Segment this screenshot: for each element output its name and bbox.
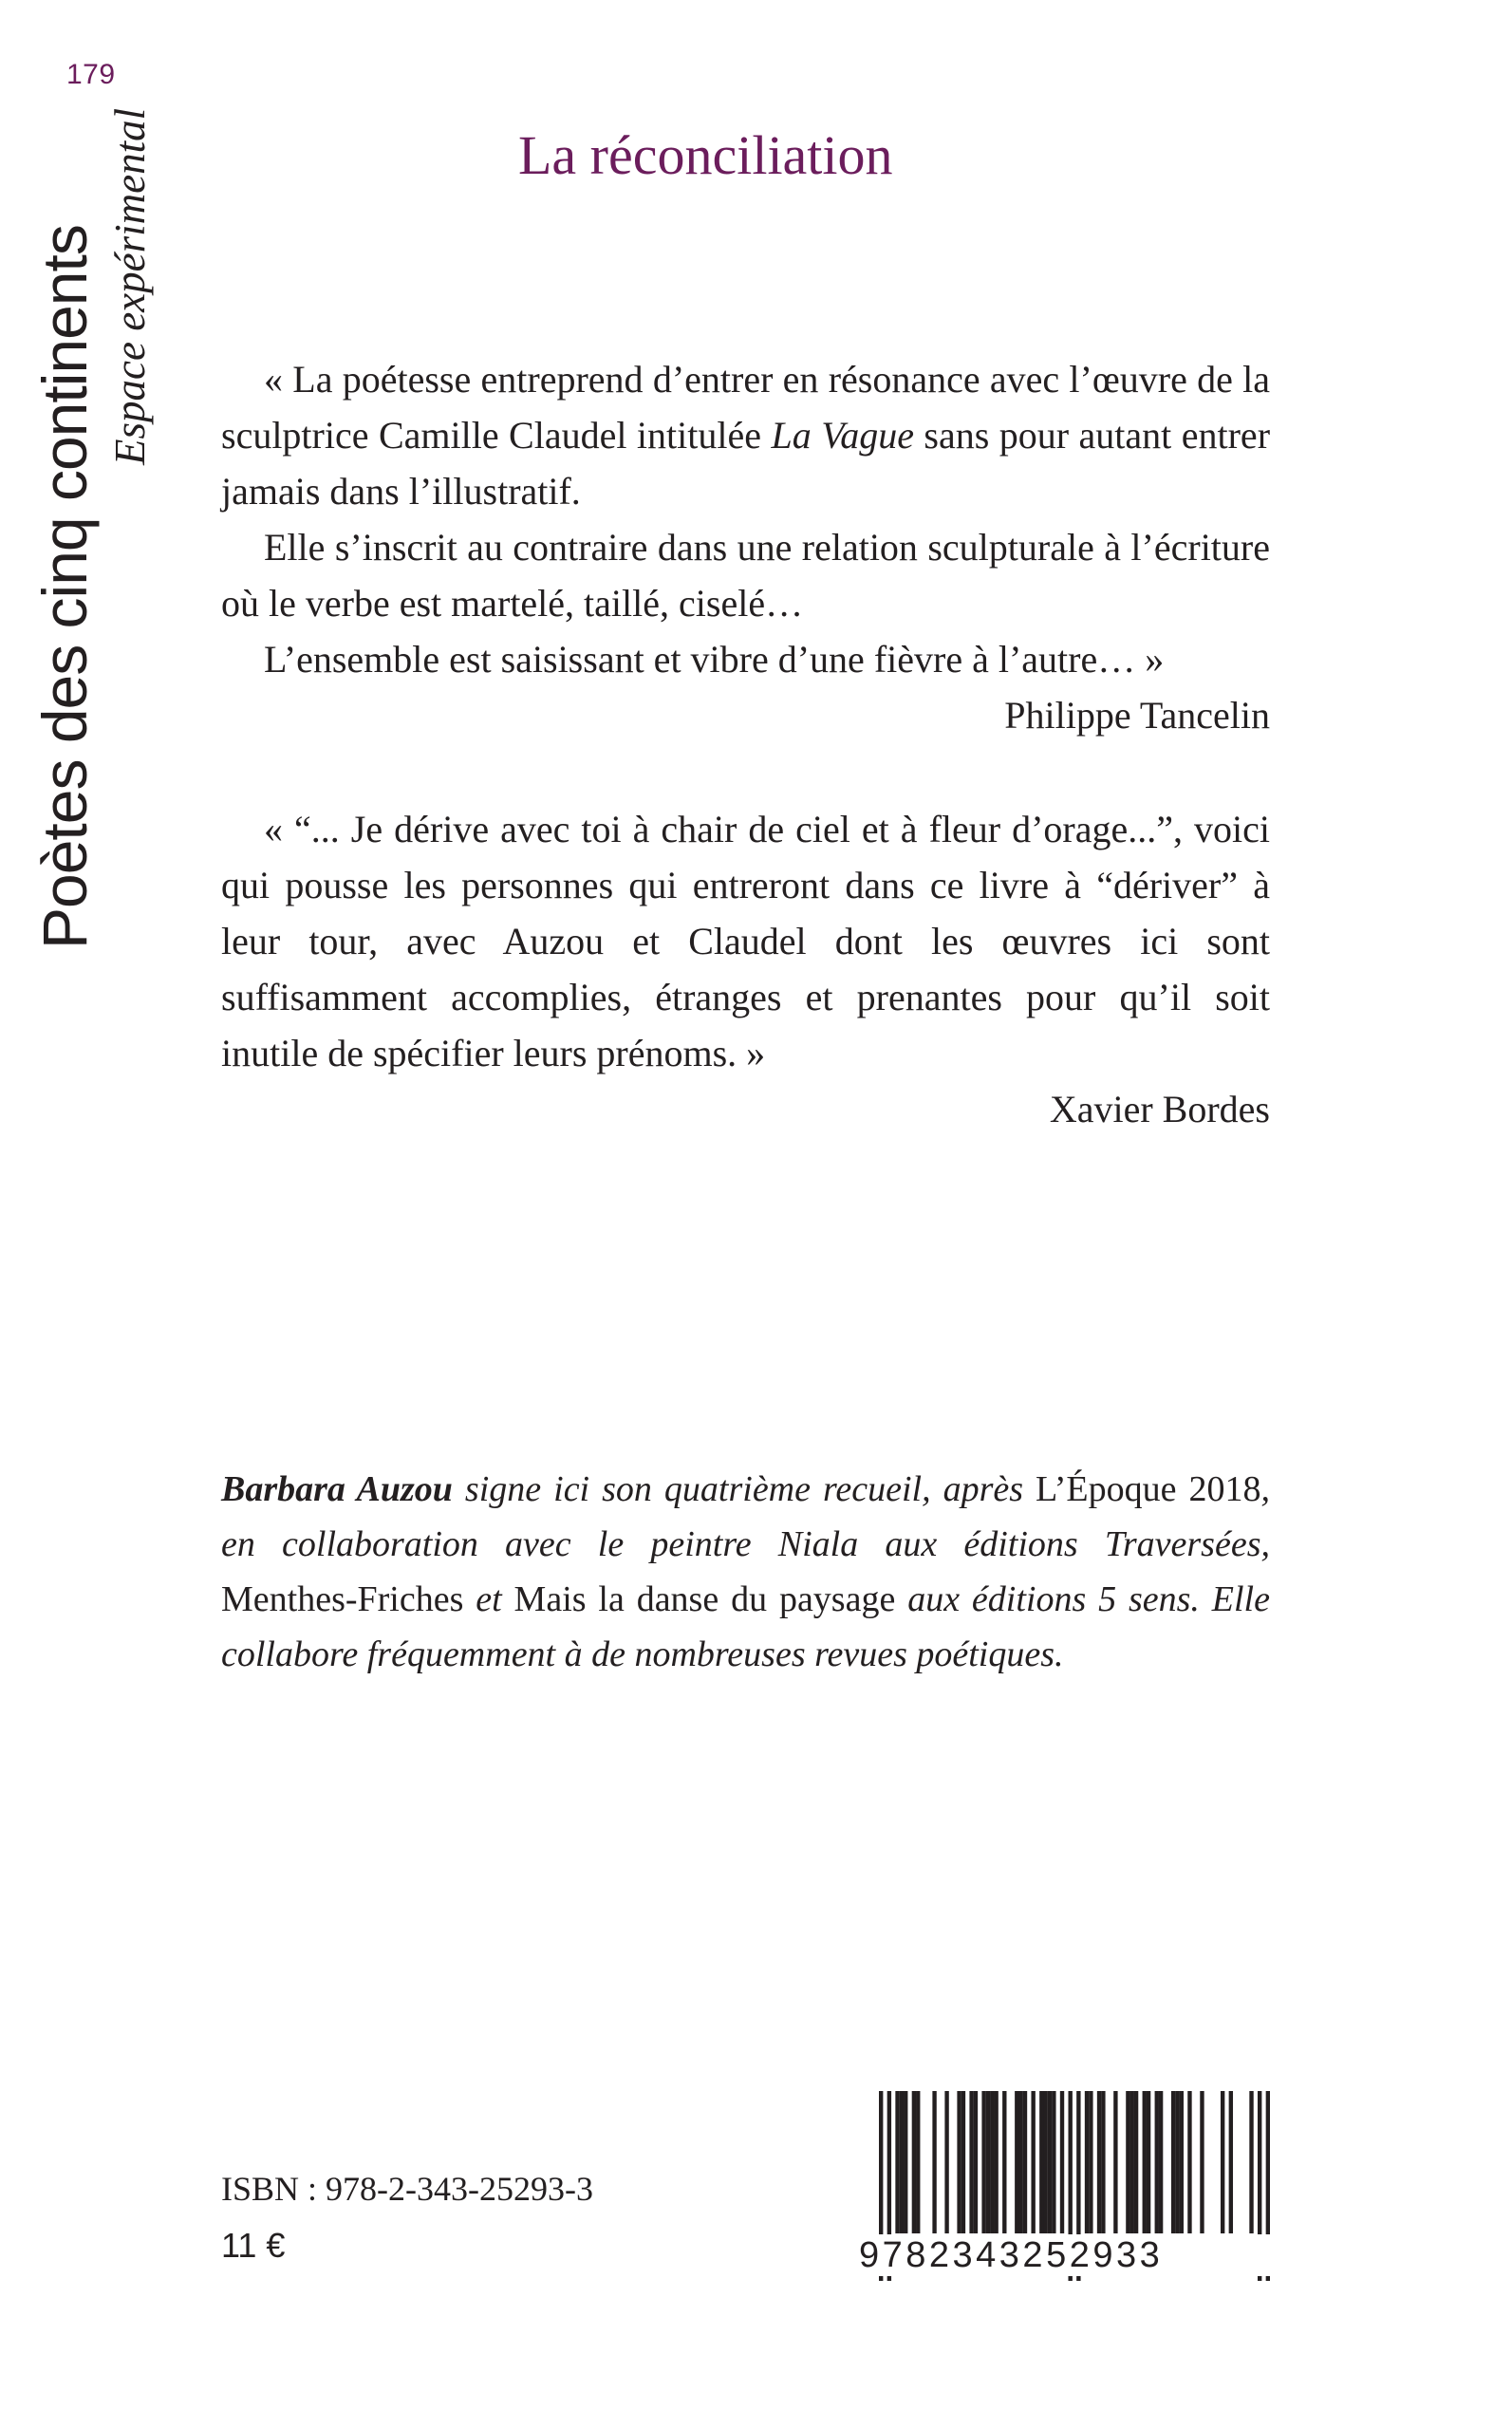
barcode-bar <box>1171 2091 1175 2233</box>
spine <box>28 0 218 949</box>
quote1-paragraph-1 <box>221 351 1270 519</box>
barcode-bar <box>1126 2091 1129 2233</box>
quote-bordes <box>221 801 1270 1137</box>
barcode-bar <box>986 2091 990 2233</box>
barcode-bar <box>932 2091 936 2233</box>
barcode-bar <box>1043 2091 1047 2233</box>
quote1-p1-text-b: sans pour autant entrer jamais dans l’illustratif. <box>221 414 1271 513</box>
barcode-bar <box>1048 2091 1052 2233</box>
bio-text-1: signe ici son quatrième recueil, après <box>452 1469 1036 1509</box>
barcode-bar <box>1187 2091 1191 2233</box>
barcode-bar <box>1089 2091 1092 2233</box>
barcode-bar <box>981 2091 985 2233</box>
barcode-bar <box>1097 2091 1101 2233</box>
barcode-bar <box>904 2091 907 2233</box>
author-bio <box>221 1462 1270 1682</box>
series-subtitle: Espace expérimental <box>106 107 154 465</box>
barcode-bar <box>1180 2091 1184 2233</box>
barcode-bar <box>1143 2091 1147 2233</box>
barcode-bar <box>1039 2091 1043 2233</box>
barcode-bar <box>1052 2091 1055 2233</box>
barcode-bar <box>994 2091 998 2233</box>
barcode-bar <box>1018 2091 1022 2233</box>
barcode-bar <box>1249 2091 1253 2233</box>
barcode-bar <box>1200 2091 1204 2233</box>
bio-text-2: , en collaboration avec le peintre Niala aux éditions Traversées, <box>221 1469 1270 1564</box>
barcode-bar <box>1113 2091 1117 2233</box>
barcode-bar <box>957 2091 961 2233</box>
quote2-author: Xavier Bordes <box>1049 1088 1270 1130</box>
barcode-bar <box>944 2091 948 2233</box>
quote1-paragraph-3: L’ensemble est saisissant et vibre d’une fièvre à l’autre… » <box>264 638 1165 681</box>
quote1-author: Philippe Tancelin <box>1004 694 1270 737</box>
barcode-bar <box>912 2091 916 2233</box>
series-title: Poètes des cinq continents <box>29 225 100 949</box>
quote1-paragraph-2: Elle s’inscrit au contraire dans une relation sculpturale à l’écriture où le verbe est martelé, taillé, ciselé… <box>221 526 1270 625</box>
barcode-bar <box>990 2091 994 2233</box>
bio-author-name: Barbara Auzou <box>221 1469 453 1509</box>
bio-text-3: et <box>463 1579 514 1619</box>
barcode-bar <box>895 2091 899 2233</box>
price: 11 € <box>221 2226 286 2265</box>
quote-tancelin <box>221 351 1270 743</box>
series-number: 179 <box>66 59 116 90</box>
barcode-bar <box>1147 2091 1150 2233</box>
barcode-bar <box>1134 2091 1138 2233</box>
bio-work-1: L’Époque 2018 <box>1036 1469 1261 1509</box>
barcode-bar <box>961 2091 965 2233</box>
barcode-bar <box>1130 2091 1134 2233</box>
barcode-bar <box>1023 2091 1027 2233</box>
barcode-bar <box>1155 2091 1159 2233</box>
barcode-bar <box>1221 2091 1224 2233</box>
bio-text-4: aux éditions 5 sens. Elle collabore fréquemment à de nombreuses revues poétiques. <box>221 1579 1270 1674</box>
barcode-bar <box>1101 2091 1105 2233</box>
bio-work-2: Menthes-Friches <box>221 1579 464 1619</box>
barcode-bar <box>1085 2091 1089 2233</box>
barcode-bar <box>916 2091 920 2233</box>
barcode-bar <box>900 2091 904 2233</box>
bio-work-3: Mais la danse du paysage <box>513 1579 896 1619</box>
barcode-bar <box>1175 2091 1179 2233</box>
quote2-paragraph: « “... Je dérive avec toi à chair de ciel et à fleur d’orage...”, voici qui pousse les personnes qui entreront dans ce livre à “dériver” à leur tour, avec Auzou et Claudel dont les œuvres ici sont suffisamment accomplies, étranges et prenantes pour qu’il soit inutile de spécifier leurs prénoms. » <box>221 808 1270 1074</box>
barcode-bar <box>1031 2091 1035 2233</box>
barcode-bar <box>1002 2091 1006 2233</box>
barcode-bar <box>1229 2091 1233 2233</box>
book-title: La réconciliation <box>518 124 893 186</box>
quote1-p1-text-a: « La poétesse entreprend d’entrer en résonance avec l’œuvre de la sculptrice Camille Claudel intitulée <box>221 358 1270 457</box>
quote1-work-title: La Vague <box>771 414 914 457</box>
barcode-bar <box>969 2091 973 2233</box>
barcode-bar <box>1159 2091 1163 2233</box>
barcode-bar <box>974 2091 978 2233</box>
barcode-digits: 9782343252933 <box>859 2234 1277 2276</box>
barcode-bar <box>1015 2091 1018 2233</box>
barcode-bar <box>1060 2091 1064 2233</box>
isbn: ISBN : 978-2-343-25293-3 <box>221 2170 593 2208</box>
